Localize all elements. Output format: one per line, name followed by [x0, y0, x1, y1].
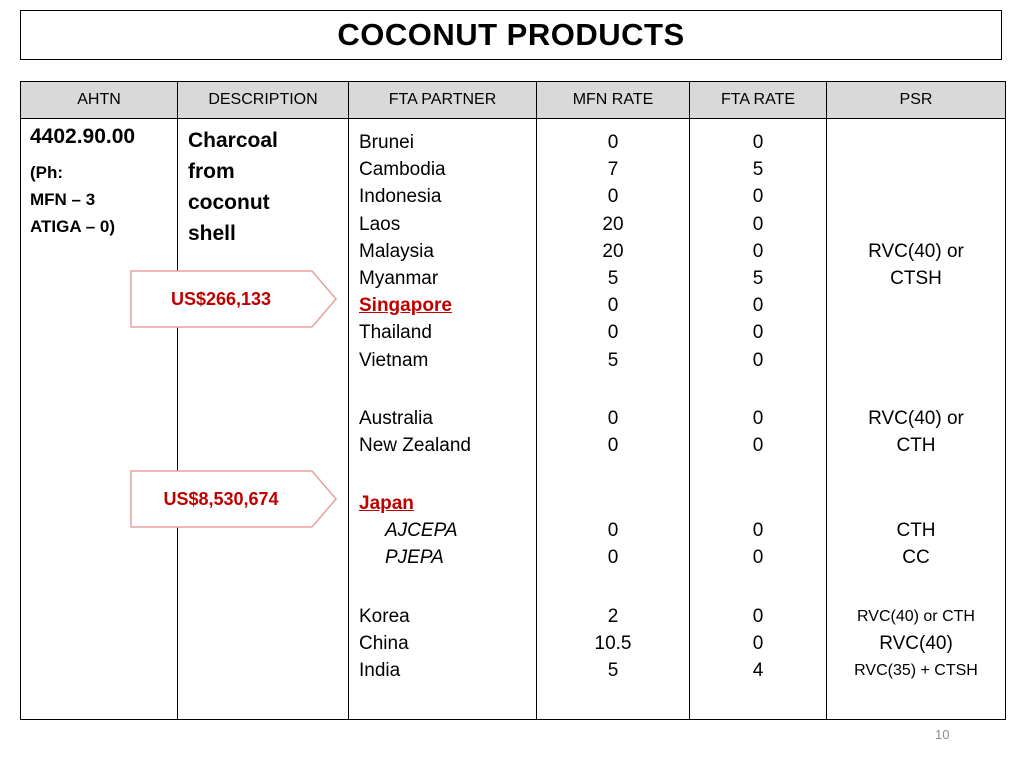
japan-value-callout — [130, 470, 338, 528]
page-number: 10 — [935, 727, 950, 742]
mfn-value: 0 — [607, 434, 619, 456]
partner-indonesia: Indonesia — [359, 186, 442, 208]
ahtn-note — [21, 149, 177, 240]
header-mfn-rate: MFN RATE — [537, 82, 690, 119]
fta-value: 4 — [752, 660, 764, 681]
partner-korea: Korea — [359, 605, 410, 627]
mfn-rate-cell — [537, 119, 690, 720]
psr-value: RVC(40) or CTH — [857, 607, 975, 625]
singapore-value-label: US$266,133 — [170, 288, 272, 309]
partner-india: India — [359, 660, 401, 681]
mfn-rate-list — [537, 119, 689, 684]
fta-value: 5 — [752, 267, 764, 289]
partner-thailand: Thailand — [359, 322, 432, 344]
partner-list — [349, 119, 536, 684]
psr-value: RVC(40) or — [868, 240, 964, 262]
fta-value: 0 — [752, 213, 764, 235]
psr-value: CC — [902, 547, 930, 569]
partner-japan: Japan — [359, 493, 414, 515]
description-cell — [178, 119, 349, 720]
partner-new-zealand: New Zealand — [359, 434, 471, 456]
fta-value: 0 — [752, 547, 764, 569]
fta-value: 0 — [752, 322, 764, 344]
partner-australia: Australia — [359, 407, 433, 429]
mfn-value: 0 — [607, 186, 619, 208]
coconut-products-table — [20, 81, 1006, 720]
header-psr: PSR — [827, 82, 1006, 119]
partner-myanmar: Myanmar — [359, 267, 439, 289]
mfn-value: 10.5 — [594, 632, 632, 654]
fta-rate-cell — [690, 119, 827, 720]
partner-vietnam: Vietnam — [359, 349, 429, 371]
psr-value: RVC(40) or — [868, 407, 964, 429]
mfn-value: 20 — [602, 213, 624, 235]
fta-value: 0 — [752, 349, 764, 371]
fta-value: 0 — [752, 520, 764, 542]
table-header-row — [21, 82, 1006, 119]
fta-value: 0 — [752, 407, 764, 429]
header-fta-rate: FTA RATE — [690, 82, 827, 119]
partner-china: China — [359, 632, 409, 654]
ahtn-cell — [21, 119, 178, 720]
mfn-value: 5 — [607, 267, 619, 289]
description-line: coconut — [188, 191, 270, 214]
mfn-value: 0 — [607, 547, 619, 569]
psr-value: RVC(35) + CTSH — [854, 662, 978, 679]
fta-rate-list — [690, 119, 826, 684]
partner-pjepa: PJEPA — [385, 547, 444, 569]
fta-value: 0 — [752, 132, 764, 153]
fta-value: 0 — [752, 240, 764, 262]
page-title: COCONUT PRODUCTS — [20, 10, 1002, 60]
table-row — [21, 119, 1006, 720]
mfn-value: 0 — [607, 322, 619, 344]
description-line: Charcoal — [188, 129, 278, 152]
mfn-value: 20 — [602, 240, 624, 262]
mfn-value: 0 — [607, 295, 619, 317]
partner-ajcepa: AJCEPA — [385, 520, 458, 542]
psr-list — [827, 119, 1005, 684]
partner-cambodia: Cambodia — [359, 159, 446, 181]
fta-value: 0 — [752, 295, 764, 317]
mfn-value: 2 — [607, 605, 619, 627]
partner-laos: Laos — [359, 213, 401, 235]
mfn-value: 0 — [607, 132, 619, 153]
psr-value: RVC(40) — [879, 632, 953, 654]
psr-value: CTSH — [890, 267, 942, 289]
partner-brunei: Brunei — [359, 132, 414, 153]
fta-value: 0 — [752, 186, 764, 208]
partner-malaysia: Malaysia — [359, 240, 434, 262]
mfn-value: 7 — [607, 159, 619, 181]
mfn-value: 0 — [607, 407, 619, 429]
partner-singapore: Singapore — [359, 295, 452, 317]
fta-value: 5 — [752, 159, 764, 181]
header-ahtn: AHTN — [21, 82, 178, 119]
mfn-value: 5 — [607, 660, 619, 681]
description-line: shell — [188, 222, 236, 245]
mfn-value: 5 — [607, 349, 619, 371]
fta-value: 0 — [752, 605, 764, 627]
header-fta-partner: FTA PARTNER — [349, 82, 537, 119]
psr-cell — [827, 119, 1006, 720]
fta-partner-cell — [349, 119, 537, 720]
fta-value: 0 — [752, 434, 764, 456]
description-line: from — [188, 160, 235, 183]
ahtn-note-line: MFN – 3 — [30, 190, 96, 209]
description-text — [178, 119, 348, 249]
ahtn-code: 4402.90.00 — [30, 125, 136, 148]
ahtn-note-line: ATIGA – 0) — [30, 217, 116, 236]
japan-value-label: US$8,530,674 — [163, 488, 279, 509]
header-description: DESCRIPTION — [178, 82, 349, 119]
ahtn-note-line: (Ph: — [30, 163, 64, 182]
mfn-value: 0 — [607, 520, 619, 542]
psr-value: CTH — [896, 434, 936, 456]
fta-value: 0 — [752, 632, 764, 654]
psr-value: CTH — [896, 520, 936, 542]
singapore-value-callout — [130, 270, 338, 328]
